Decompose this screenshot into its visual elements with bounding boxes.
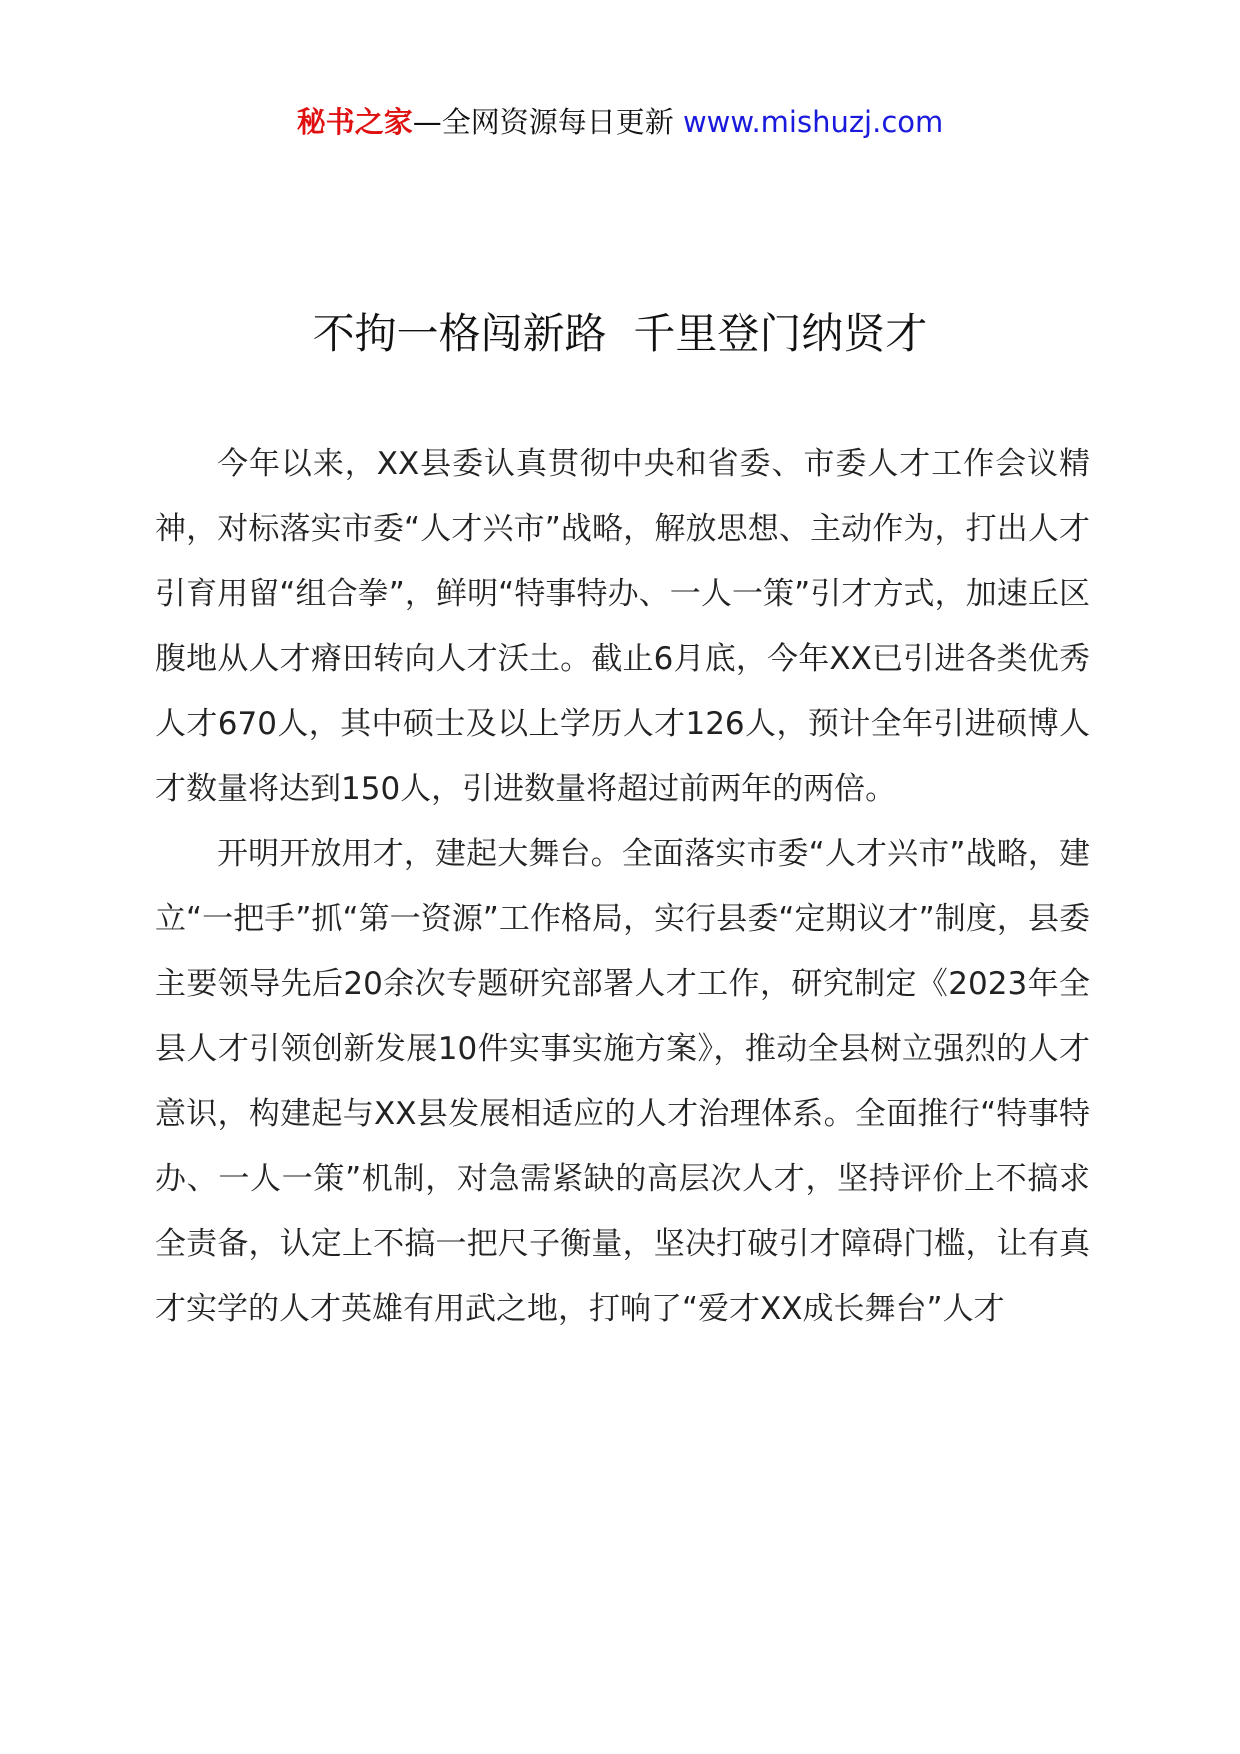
document-body <box>155 432 1090 1342</box>
document-title: 不拘一格闯新路 千里登门纳贤才 <box>312 309 928 358</box>
paragraph-intro: 今年以来，XX县委认真贯彻中央和省委、市委人才工作会议精神，对标落实市委“人才兴市”战略，解放思想、主动作为，打出人才引育用留“组合拳”，鲜明“特事特办、一人一策”引才方式，加速丘区腹地从人才瘠田转向人才沃土。截止6月底，今年XX已引进各类优秀人才670人，其中硕士及以上学历人才126人，预计全年引进硕博人才数量将达到150人，引进数量将超过前两年的两倍。 <box>155 446 1090 807</box>
brand-name: 秘书之家 <box>296 105 413 139</box>
header-tagline: —全网资源每日更新 <box>412 105 674 139</box>
paragraph-open-talent: 开明开放用才，建起大舞台。全面落实市委“人才兴市”战略，建立“一把手”抓“第一资源”工作格局，实行县委“定期议才”制度，县委主要领导先后20余次专题研究部署人才工作，研究制定《2023年全县人才引领创新发展10件实事实施方案》，推动全县树立强烈的人才意识，构建起与XX县发展相适应的人才治理体系。全面推行“特事特办、一人一策”机制，对急需紧缺的高层次人才，坚持评价上不搞求全责备，认定上不搞一把尺子衡量，坚决打破引才障碍门槛，让有真才实学的人才英雄有用武之地，打响了“爱才XX成长舞台”人才 <box>155 836 1090 1327</box>
site-url-link[interactable]: www.mishuzj.com <box>682 105 944 139</box>
site-header <box>0 102 1240 142</box>
